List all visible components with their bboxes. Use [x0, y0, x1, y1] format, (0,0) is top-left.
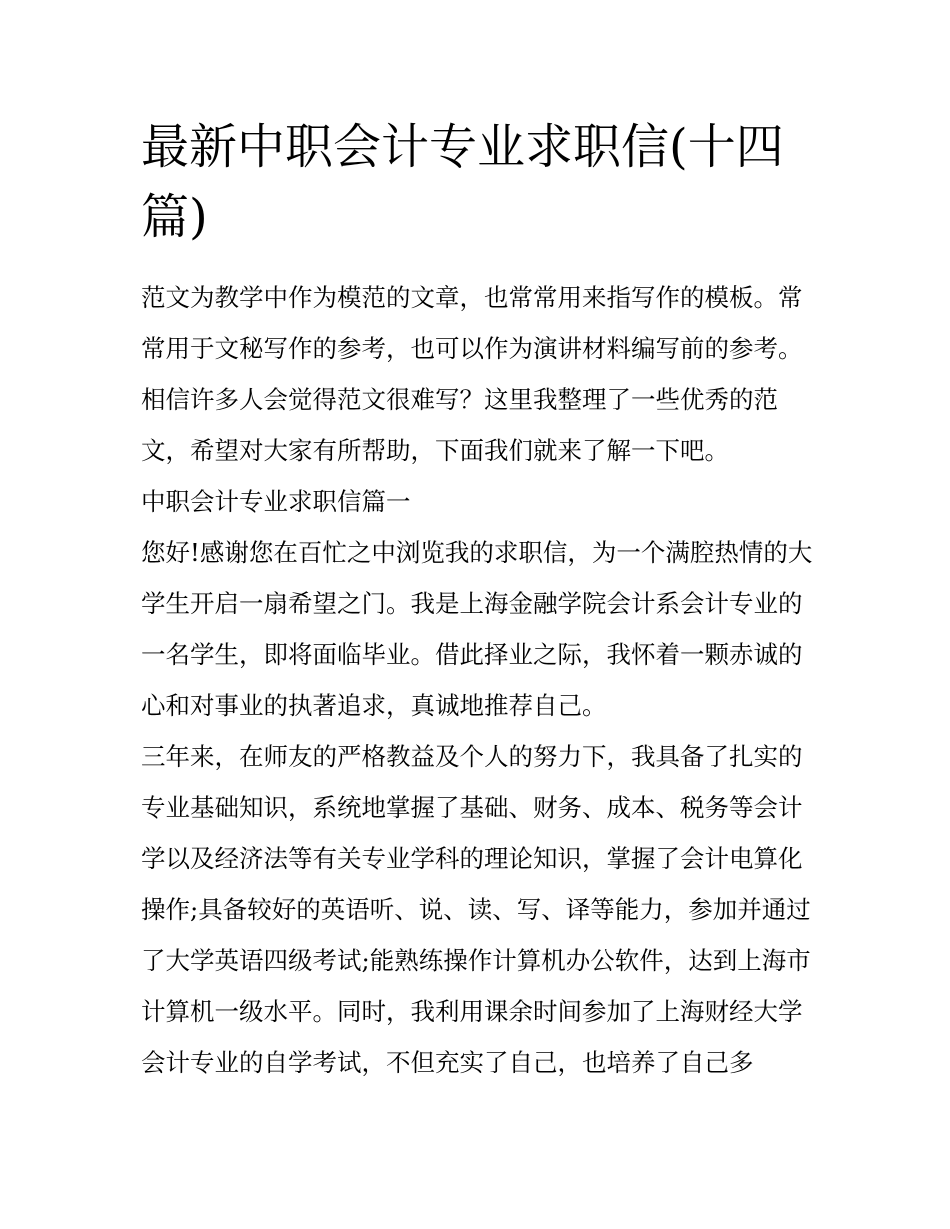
document-content — [141, 112, 813, 1088]
document-body — [141, 272, 813, 1088]
document-title: 最新中职会计专业求职信(十四篇) — [141, 119, 784, 245]
section-heading: 中职会计专业求职信篇一 — [141, 487, 411, 516]
body-paragraph: 您好!感谢您在百忙之中浏览我的求职信，为一个满腔热情的大学生开启一扇希望之门。我是上海金融学院会计系会计专业的一名学生，即将面临毕业。借此择业之际，我怀着一颗赤诚的心和对事业的执著追求，真诚地推荐自己。 — [141, 538, 813, 720]
intro-paragraph: 范文为教学中作为模范的文章，也常常用来指写作的模板。常常用于文秘写作的参考，也可以作为演讲材料编写前的参考。相信许多人会觉得范文很难写？这里我整理了一些优秀的范文，希望对大家有所帮助，下面我们就来了解一下吧。 — [141, 283, 803, 465]
body-paragraph: 三年来，在师友的严格教益及个人的努力下，我具备了扎实的专业基础知识，系统地掌握了基础、财务、成本、税务等会计学以及经济法等有关专业学科的理论知识，掌握了会计电算化操作;具备较好的英语听、说、读、写、译等能力，参加并通过了大学英语四级考试;能熟练操作计算机办公软件，达到上海市计算机一级水平。同时，我利用课余时间参加了上海财经大学会计专业的自学考试，不但充实了自己，也培养了自己多 — [141, 742, 811, 1077]
